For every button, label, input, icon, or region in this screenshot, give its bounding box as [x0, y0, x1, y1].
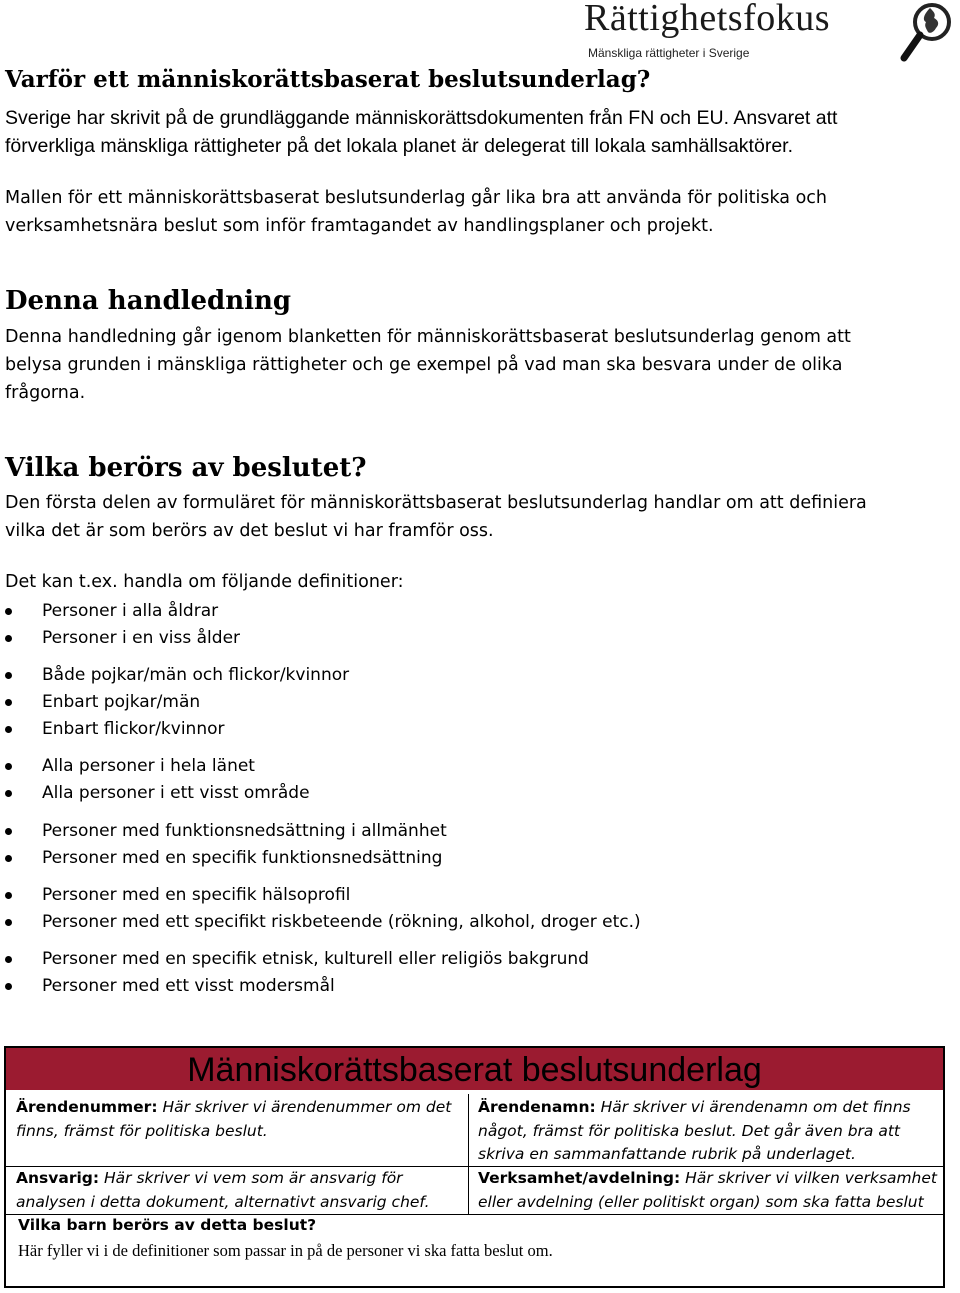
field-department: Verksamhet/avdelning: Här skriver vi vilken verksamhet eller avdelning (eller politiskt organ) som ska fatta beslut — [478, 1169, 937, 1211]
bullet-icon — [5, 983, 12, 990]
bullet-icon — [5, 635, 12, 642]
field-responsible: Ansvarig: Här skriver vi vem som är ansvarig för analysen i detta dokument, alternativt ansvarig chef. — [16, 1169, 430, 1211]
field-case-number: Ärendenummer: Här skriver vi ärendenummer om det finns, främst för politiska beslut. — [16, 1098, 452, 1140]
bullet-icon — [5, 763, 12, 770]
heading-guide: Denna handledning — [5, 286, 292, 316]
heading-affected: Vilka berörs av beslutet? — [5, 453, 367, 483]
bullet-icon — [5, 608, 12, 615]
intro-line-2: förverkliga mänskliga rättigheter på det lokala planet är delegerat till lokala samhällsaktörer. — [5, 135, 793, 157]
definitions-intro: Det kan t.ex. handla om följande definitioner: — [5, 572, 404, 592]
decision-form — [4, 1046, 945, 1288]
guide-line-1: Denna handledning går igenom blanketten för människorättsbaserat beslutsunderlag genom att — [5, 327, 851, 347]
form-answer: Här fyller vi i de definitioner som passar in på de personer vi ska fatta beslut om. — [18, 1241, 553, 1260]
affected-line-1: Den första delen av formuläret för människorättsbaserat beslutsunderlag handlar om att definiera — [5, 493, 867, 513]
bullet-icon — [5, 699, 12, 706]
bullet-icon — [5, 956, 12, 963]
affected-line-2: vilka det är som berörs av det beslut vi har framför oss. — [5, 521, 494, 541]
logo — [584, 0, 956, 64]
bullet-icon — [5, 726, 12, 733]
bullet-icon — [5, 790, 12, 797]
logo-title: Rättighetsfokus — [584, 0, 831, 39]
logo-subtitle: Mänskliga rättigheter i Sverige — [588, 46, 750, 60]
template-line-1: Mallen för ett människorättsbaserat beslutsunderlag går lika bra att använda för politiska och — [5, 188, 827, 208]
form-divider-vertical — [468, 1094, 469, 1214]
bullet-icon — [5, 828, 12, 835]
bullet-icon — [5, 892, 12, 899]
template-line-2: verksamhetsnära beslut som inför framtagandet av handlingsplaner och projekt. — [5, 216, 714, 236]
intro-line-1: Sverige har skrivit på de grundläggande människorättsdokumenten från FN och EU. Ansvaret att — [5, 107, 838, 129]
bullet-icon — [5, 855, 12, 862]
bullet-icon — [5, 919, 12, 926]
form-question: Vilka barn berörs av detta beslut? — [18, 1216, 317, 1234]
bullet-icon — [5, 672, 12, 679]
guide-line-3: frågorna. — [5, 383, 86, 403]
magnifier-map-icon — [900, 0, 956, 64]
heading-why: Varför ett människorättsbaserat beslutsunderlag? — [5, 66, 651, 93]
field-case-name: Ärendenamn: Här skriver vi ärendenamn om det finns något, främst för politiska beslut. Det går även bra att skriva en sammanfattande rubrik på underlaget. — [478, 1098, 911, 1163]
form-divider-horizontal — [6, 1214, 943, 1215]
guide-line-2: belysa grunden i mänskliga rättigheter och ge exempel på vad man ska besvara under de olika — [5, 355, 843, 375]
form-title: Människorättsbaserat beslutsunderlag — [187, 1051, 762, 1089]
